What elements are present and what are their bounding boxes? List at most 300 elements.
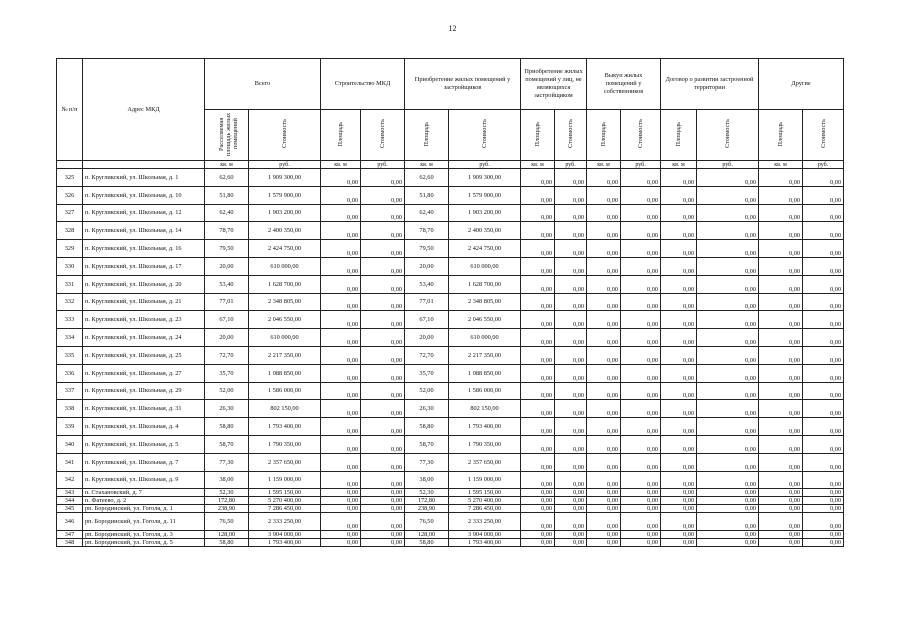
row-other-cost: 0,00 [803, 531, 844, 539]
row-construction-area: 0,00 [321, 169, 361, 187]
row-contract-area: 0,00 [661, 471, 697, 489]
row-purchase-dev-cost: 2 348 805,00 [449, 293, 521, 311]
row-address: рп. Бородинский, ул. Гоголя, д. 11 [83, 513, 205, 531]
row-other-area: 0,00 [759, 539, 803, 547]
row-purchase-dev-cost: 2 333 250,00 [449, 513, 521, 531]
row-buyout-area: 0,00 [587, 293, 621, 311]
row-total-area: 67,10 [205, 311, 249, 329]
row-purchase-nondev-cost: 0,00 [555, 435, 587, 453]
row-total-area: 52,00 [205, 382, 249, 400]
row-buyout-area: 0,00 [587, 471, 621, 489]
row-buyout-area: 0,00 [587, 513, 621, 531]
unit-cell: кв. м [587, 161, 621, 169]
row-construction-cost: 0,00 [361, 513, 405, 531]
row-number: 334 [57, 329, 83, 347]
row-purchase-nondev-area: 0,00 [521, 275, 555, 293]
row-contract-area: 0,00 [661, 257, 697, 275]
row-contract-area: 0,00 [661, 275, 697, 293]
row-other-area: 0,00 [759, 329, 803, 347]
row-total-area: 172,80 [205, 497, 249, 505]
row-total-area: 238,90 [205, 505, 249, 513]
row-contract-area: 0,00 [661, 400, 697, 418]
row-other-area: 0,00 [759, 418, 803, 436]
row-buyout-area: 0,00 [587, 489, 621, 497]
row-total-cost: 1 579 900,00 [249, 186, 321, 204]
row-buyout-cost: 0,00 [621, 497, 661, 505]
row-total-cost: 610 000,00 [249, 329, 321, 347]
row-buyout-area: 0,00 [587, 169, 621, 187]
row-purchase-nondev-area: 0,00 [521, 257, 555, 275]
row-purchase-nondev-area: 0,00 [521, 240, 555, 258]
row-buyout-area: 0,00 [587, 186, 621, 204]
row-purchase-dev-area: 35,70 [405, 364, 449, 382]
row-construction-cost: 0,00 [361, 382, 405, 400]
row-construction-cost: 0,00 [361, 471, 405, 489]
row-contract-area: 0,00 [661, 489, 697, 497]
row-number: 346 [57, 513, 83, 531]
row-other-area: 0,00 [759, 364, 803, 382]
row-purchase-nondev-area: 0,00 [521, 329, 555, 347]
row-construction-cost: 0,00 [361, 311, 405, 329]
table-row [57, 505, 844, 513]
row-purchase-dev-cost: 1 159 000,00 [449, 471, 521, 489]
header-cost: Стоимость [697, 110, 759, 161]
row-buyout-cost: 0,00 [621, 513, 661, 531]
row-other-cost: 0,00 [803, 204, 844, 222]
row-other-cost: 0,00 [803, 539, 844, 547]
row-buyout-cost: 0,00 [621, 275, 661, 293]
row-other-cost: 0,00 [803, 513, 844, 531]
row-construction-cost: 0,00 [361, 539, 405, 547]
row-total-cost: 2 348 805,00 [249, 293, 321, 311]
row-number: 331 [57, 275, 83, 293]
row-contract-area: 0,00 [661, 513, 697, 531]
row-purchase-dev-area: 78,70 [405, 222, 449, 240]
row-other-area: 0,00 [759, 257, 803, 275]
row-address: п. Кругликский, ул. Школьная, д. 23 [83, 311, 205, 329]
row-total-area: 62,40 [205, 204, 249, 222]
row-total-cost: 5 270 400,00 [249, 497, 321, 505]
row-buyout-area: 0,00 [587, 311, 621, 329]
row-contract-area: 0,00 [661, 186, 697, 204]
row-purchase-nondev-area: 0,00 [521, 204, 555, 222]
row-other-area: 0,00 [759, 293, 803, 311]
unit-cell: руб. [555, 161, 587, 169]
row-contract-cost: 0,00 [697, 257, 759, 275]
row-purchase-nondev-area: 0,00 [521, 471, 555, 489]
row-other-area: 0,00 [759, 382, 803, 400]
row-number: 347 [57, 531, 83, 539]
row-other-cost: 0,00 [803, 505, 844, 513]
row-total-cost: 2 424 750,00 [249, 240, 321, 258]
row-construction-area: 0,00 [321, 311, 361, 329]
row-contract-area: 0,00 [661, 382, 697, 400]
row-number: 326 [57, 186, 83, 204]
table-row [57, 293, 844, 311]
row-contract-cost: 0,00 [697, 364, 759, 382]
row-number: 339 [57, 418, 83, 436]
row-buyout-area: 0,00 [587, 382, 621, 400]
row-purchase-dev-area: 76,50 [405, 513, 449, 531]
row-purchase-dev-area: 20,00 [405, 257, 449, 275]
row-total-cost: 1 628 700,00 [249, 275, 321, 293]
row-total-area: 78,70 [205, 222, 249, 240]
row-purchase-nondev-area: 0,00 [521, 435, 555, 453]
header-row-groups [57, 59, 844, 110]
row-buyout-cost: 0,00 [621, 505, 661, 513]
table-row [57, 346, 844, 364]
row-construction-area: 0,00 [321, 329, 361, 347]
unit-cell: руб. [697, 161, 759, 169]
row-total-cost: 2 333 250,00 [249, 513, 321, 531]
row-buyout-cost: 0,00 [621, 382, 661, 400]
row-purchase-nondev-area: 0,00 [521, 169, 555, 187]
row-construction-area: 0,00 [321, 418, 361, 436]
row-purchase-nondev-cost: 0,00 [555, 329, 587, 347]
row-other-cost: 0,00 [803, 240, 844, 258]
row-total-area: 51,80 [205, 186, 249, 204]
row-purchase-nondev-cost: 0,00 [555, 531, 587, 539]
row-contract-area: 0,00 [661, 364, 697, 382]
table-row [57, 418, 844, 436]
row-total-cost: 3 904 000,00 [249, 531, 321, 539]
row-buyout-cost: 0,00 [621, 222, 661, 240]
row-purchase-dev-cost: 802 150,00 [449, 400, 521, 418]
row-total-area: 38,00 [205, 471, 249, 489]
table-body [57, 169, 844, 547]
row-buyout-cost: 0,00 [621, 311, 661, 329]
row-other-area: 0,00 [759, 497, 803, 505]
row-purchase-dev-cost: 1 793 400,00 [449, 539, 521, 547]
row-purchase-dev-area: 26,30 [405, 400, 449, 418]
row-construction-cost: 0,00 [361, 169, 405, 187]
header-total: Всего [205, 59, 321, 110]
row-construction-area: 0,00 [321, 346, 361, 364]
unit-cell: руб. [249, 161, 321, 169]
row-address: п. Кругликский, ул. Школьная, д. 20 [83, 275, 205, 293]
row-construction-cost: 0,00 [361, 186, 405, 204]
row-purchase-nondev-area: 0,00 [521, 453, 555, 471]
row-other-area: 0,00 [759, 169, 803, 187]
row-number: 345 [57, 505, 83, 513]
row-address: п. Фатеево, д. 2 [83, 497, 205, 505]
row-construction-cost: 0,00 [361, 531, 405, 539]
row-construction-cost: 0,00 [361, 240, 405, 258]
row-total-area: 26,30 [205, 400, 249, 418]
row-other-cost: 0,00 [803, 329, 844, 347]
row-buyout-cost: 0,00 [621, 169, 661, 187]
row-purchase-nondev-cost: 0,00 [555, 513, 587, 531]
row-address: п. Кругликский, ул. Школьная, д. 4 [83, 418, 205, 436]
row-construction-area: 0,00 [321, 489, 361, 497]
row-purchase-dev-cost: 1 586 000,00 [449, 382, 521, 400]
header-area: Площадь [405, 110, 449, 161]
row-purchase-dev-cost: 610 000,00 [449, 329, 521, 347]
row-number: 332 [57, 293, 83, 311]
row-number: 330 [57, 257, 83, 275]
row-number: 329 [57, 240, 83, 258]
row-purchase-dev-area: 77,01 [405, 293, 449, 311]
row-purchase-nondev-cost: 0,00 [555, 240, 587, 258]
row-purchase-dev-cost: 5 270 400,00 [449, 497, 521, 505]
row-address: п. Кругликский, ул. Школьная, д. 9 [83, 471, 205, 489]
row-purchase-nondev-area: 0,00 [521, 513, 555, 531]
row-construction-area: 0,00 [321, 257, 361, 275]
row-purchase-dev-area: 20,00 [405, 329, 449, 347]
row-other-area: 0,00 [759, 346, 803, 364]
row-total-area: 53,40 [205, 275, 249, 293]
row-other-area: 0,00 [759, 489, 803, 497]
row-total-cost: 2 400 350,00 [249, 222, 321, 240]
row-total-cost: 1 793 400,00 [249, 418, 321, 436]
row-buyout-cost: 0,00 [621, 346, 661, 364]
row-contract-cost: 0,00 [697, 539, 759, 547]
row-buyout-area: 0,00 [587, 364, 621, 382]
row-contract-area: 0,00 [661, 539, 697, 547]
row-purchase-nondev-cost: 0,00 [555, 257, 587, 275]
row-purchase-nondev-area: 0,00 [521, 293, 555, 311]
row-contract-area: 0,00 [661, 435, 697, 453]
row-construction-area: 0,00 [321, 293, 361, 311]
row-address: рп. Бородинский, ул. Гоголя, д. 1 [83, 505, 205, 513]
row-purchase-dev-area: 79,50 [405, 240, 449, 258]
row-other-area: 0,00 [759, 204, 803, 222]
row-purchase-nondev-area: 0,00 [521, 311, 555, 329]
row-purchase-dev-area: 67,10 [405, 311, 449, 329]
row-purchase-dev-cost: 2 217 350,00 [449, 346, 521, 364]
row-number: 338 [57, 400, 83, 418]
row-address: п. Кругликский, ул. Школьная, д. 25 [83, 346, 205, 364]
row-total-cost: 610 000,00 [249, 257, 321, 275]
row-buyout-area: 0,00 [587, 505, 621, 513]
header-cost: Стоимость [803, 110, 844, 161]
row-purchase-nondev-cost: 0,00 [555, 169, 587, 187]
header-area: Площадь [321, 110, 361, 161]
row-purchase-nondev-area: 0,00 [521, 400, 555, 418]
row-purchase-dev-area: 53,40 [405, 275, 449, 293]
row-purchase-dev-cost: 3 904 000,00 [449, 531, 521, 539]
row-other-area: 0,00 [759, 471, 803, 489]
unit-cell: руб. [803, 161, 844, 169]
row-construction-area: 0,00 [321, 531, 361, 539]
row-number: 335 [57, 346, 83, 364]
row-total-area: 76,50 [205, 513, 249, 531]
row-purchase-dev-area: 72,70 [405, 346, 449, 364]
row-total-area: 128,00 [205, 531, 249, 539]
row-number: 344 [57, 497, 83, 505]
row-purchase-dev-area: 62,40 [405, 204, 449, 222]
row-construction-cost: 0,00 [361, 346, 405, 364]
row-purchase-dev-area: 172,80 [405, 497, 449, 505]
row-other-cost: 0,00 [803, 453, 844, 471]
row-purchase-dev-cost: 1 088 850,00 [449, 364, 521, 382]
row-buyout-cost: 0,00 [621, 471, 661, 489]
row-total-area: 20,00 [205, 257, 249, 275]
row-buyout-cost: 0,00 [621, 204, 661, 222]
row-purchase-nondev-area: 0,00 [521, 222, 555, 240]
row-number: 343 [57, 489, 83, 497]
row-purchase-dev-cost: 1 793 400,00 [449, 418, 521, 436]
row-contract-area: 0,00 [661, 169, 697, 187]
row-other-cost: 0,00 [803, 169, 844, 187]
row-total-cost: 1 586 000,00 [249, 382, 321, 400]
row-number: 328 [57, 222, 83, 240]
row-other-cost: 0,00 [803, 346, 844, 364]
row-purchase-nondev-cost: 0,00 [555, 311, 587, 329]
row-contract-cost: 0,00 [697, 275, 759, 293]
row-total-cost: 7 286 450,00 [249, 505, 321, 513]
row-other-cost: 0,00 [803, 222, 844, 240]
row-other-cost: 0,00 [803, 275, 844, 293]
row-address: п. Кругликский, ул. Школьная, д. 5 [83, 435, 205, 453]
header-other: Другие [759, 59, 844, 110]
table-row [57, 311, 844, 329]
row-other-cost: 0,00 [803, 489, 844, 497]
header-cost: Стоимость [249, 110, 321, 161]
row-other-area: 0,00 [759, 400, 803, 418]
row-buyout-cost: 0,00 [621, 489, 661, 497]
row-total-cost: 1 088 850,00 [249, 364, 321, 382]
row-buyout-cost: 0,00 [621, 453, 661, 471]
units-row [57, 161, 844, 169]
row-purchase-dev-cost: 1 903 200,00 [449, 204, 521, 222]
row-purchase-dev-cost: 2 046 550,00 [449, 311, 521, 329]
row-total-cost: 1 790 350,00 [249, 435, 321, 453]
row-contract-cost: 0,00 [697, 489, 759, 497]
row-contract-cost: 0,00 [697, 329, 759, 347]
row-contract-cost: 0,00 [697, 453, 759, 471]
row-construction-cost: 0,00 [361, 505, 405, 513]
row-purchase-nondev-area: 0,00 [521, 346, 555, 364]
row-construction-cost: 0,00 [361, 453, 405, 471]
row-buyout-area: 0,00 [587, 240, 621, 258]
row-address: п. Кругликский, ул. Школьная, д. 16 [83, 240, 205, 258]
row-buyout-cost: 0,00 [621, 240, 661, 258]
row-purchase-dev-cost: 7 286 450,00 [449, 505, 521, 513]
table-row [57, 240, 844, 258]
row-buyout-area: 0,00 [587, 222, 621, 240]
row-construction-area: 0,00 [321, 222, 361, 240]
row-total-area: 58,80 [205, 418, 249, 436]
row-purchase-dev-area: 38,00 [405, 471, 449, 489]
row-number: 337 [57, 382, 83, 400]
row-total-area: 79,50 [205, 240, 249, 258]
row-address: рп. Бородинский, ул. Гоголя, д. 5 [83, 539, 205, 547]
row-construction-cost: 0,00 [361, 275, 405, 293]
row-purchase-nondev-cost: 0,00 [555, 539, 587, 547]
row-buyout-area: 0,00 [587, 400, 621, 418]
row-buyout-cost: 0,00 [621, 257, 661, 275]
row-purchase-nondev-cost: 0,00 [555, 400, 587, 418]
row-other-cost: 0,00 [803, 382, 844, 400]
row-contract-cost: 0,00 [697, 186, 759, 204]
row-purchase-dev-cost: 2 400 350,00 [449, 222, 521, 240]
row-purchase-nondev-area: 0,00 [521, 531, 555, 539]
row-contract-area: 0,00 [661, 453, 697, 471]
row-construction-cost: 0,00 [361, 400, 405, 418]
row-purchase-nondev-area: 0,00 [521, 505, 555, 513]
row-total-area: 58,80 [205, 539, 249, 547]
row-total-area: 35,70 [205, 364, 249, 382]
row-construction-area: 0,00 [321, 364, 361, 382]
row-purchase-nondev-cost: 0,00 [555, 364, 587, 382]
row-construction-cost: 0,00 [361, 418, 405, 436]
row-construction-area: 0,00 [321, 539, 361, 547]
row-buyout-area: 0,00 [587, 453, 621, 471]
row-purchase-dev-cost: 1 628 700,00 [449, 275, 521, 293]
row-purchase-dev-cost: 1 909 300,00 [449, 169, 521, 187]
unit-cell: кв. м [405, 161, 449, 169]
header-address: Адрес МКД [83, 59, 205, 161]
unit-cell: руб. [361, 161, 405, 169]
row-address: п. Стахановский, д. 7 [83, 489, 205, 497]
row-purchase-dev-cost: 1 790 350,00 [449, 435, 521, 453]
row-total-cost: 802 150,00 [249, 400, 321, 418]
row-buyout-area: 0,00 [587, 275, 621, 293]
header-area: Площадь [661, 110, 697, 161]
row-purchase-nondev-cost: 0,00 [555, 418, 587, 436]
row-purchase-dev-area: 62,60 [405, 169, 449, 187]
header-construction: Строительство МКД [321, 59, 405, 110]
row-number: 333 [57, 311, 83, 329]
row-construction-cost: 0,00 [361, 497, 405, 505]
table-row [57, 275, 844, 293]
row-address: п. Кругликский, ул. Школьная, д. 10 [83, 186, 205, 204]
row-total-area: 72,70 [205, 346, 249, 364]
unit-cell: руб. [449, 161, 521, 169]
row-construction-cost: 0,00 [361, 364, 405, 382]
row-construction-area: 0,00 [321, 505, 361, 513]
row-purchase-nondev-cost: 0,00 [555, 453, 587, 471]
row-purchase-nondev-cost: 0,00 [555, 346, 587, 364]
row-contract-area: 0,00 [661, 311, 697, 329]
row-construction-area: 0,00 [321, 497, 361, 505]
row-contract-area: 0,00 [661, 497, 697, 505]
row-number: 342 [57, 471, 83, 489]
table-row [57, 400, 844, 418]
row-contract-cost: 0,00 [697, 293, 759, 311]
row-buyout-cost: 0,00 [621, 400, 661, 418]
header-num: № п/п [57, 59, 83, 161]
row-purchase-nondev-area: 0,00 [521, 539, 555, 547]
row-purchase-nondev-area: 0,00 [521, 418, 555, 436]
row-purchase-nondev-area: 0,00 [521, 497, 555, 505]
table-row [57, 513, 844, 531]
row-number: 341 [57, 453, 83, 471]
header-cost: Стоимость [555, 110, 587, 161]
header-purchase-nondevelopers: Приобретение жилых помещений у лиц, не являющихся застройщиком [521, 59, 587, 110]
row-address: рп. Бородинский, ул. Гоголя, д. 3 [83, 531, 205, 539]
row-other-area: 0,00 [759, 222, 803, 240]
row-construction-area: 0,00 [321, 513, 361, 531]
row-total-area: 62,60 [205, 169, 249, 187]
row-purchase-nondev-cost: 0,00 [555, 222, 587, 240]
row-construction-area: 0,00 [321, 471, 361, 489]
row-contract-cost: 0,00 [697, 513, 759, 531]
row-buyout-area: 0,00 [587, 257, 621, 275]
header-contract: Договор о развитии застроенной территории [661, 59, 759, 110]
row-construction-cost: 0,00 [361, 293, 405, 311]
row-purchase-dev-area: 52,30 [405, 489, 449, 497]
row-buyout-area: 0,00 [587, 329, 621, 347]
header-purchase-developers: Приобретение жилых помещений у застройщиков [405, 59, 521, 110]
units-empty [83, 161, 205, 169]
row-total-cost: 1 793 400,00 [249, 539, 321, 547]
row-other-cost: 0,00 [803, 311, 844, 329]
row-buyout-area: 0,00 [587, 418, 621, 436]
row-construction-area: 0,00 [321, 275, 361, 293]
row-buyout-cost: 0,00 [621, 539, 661, 547]
